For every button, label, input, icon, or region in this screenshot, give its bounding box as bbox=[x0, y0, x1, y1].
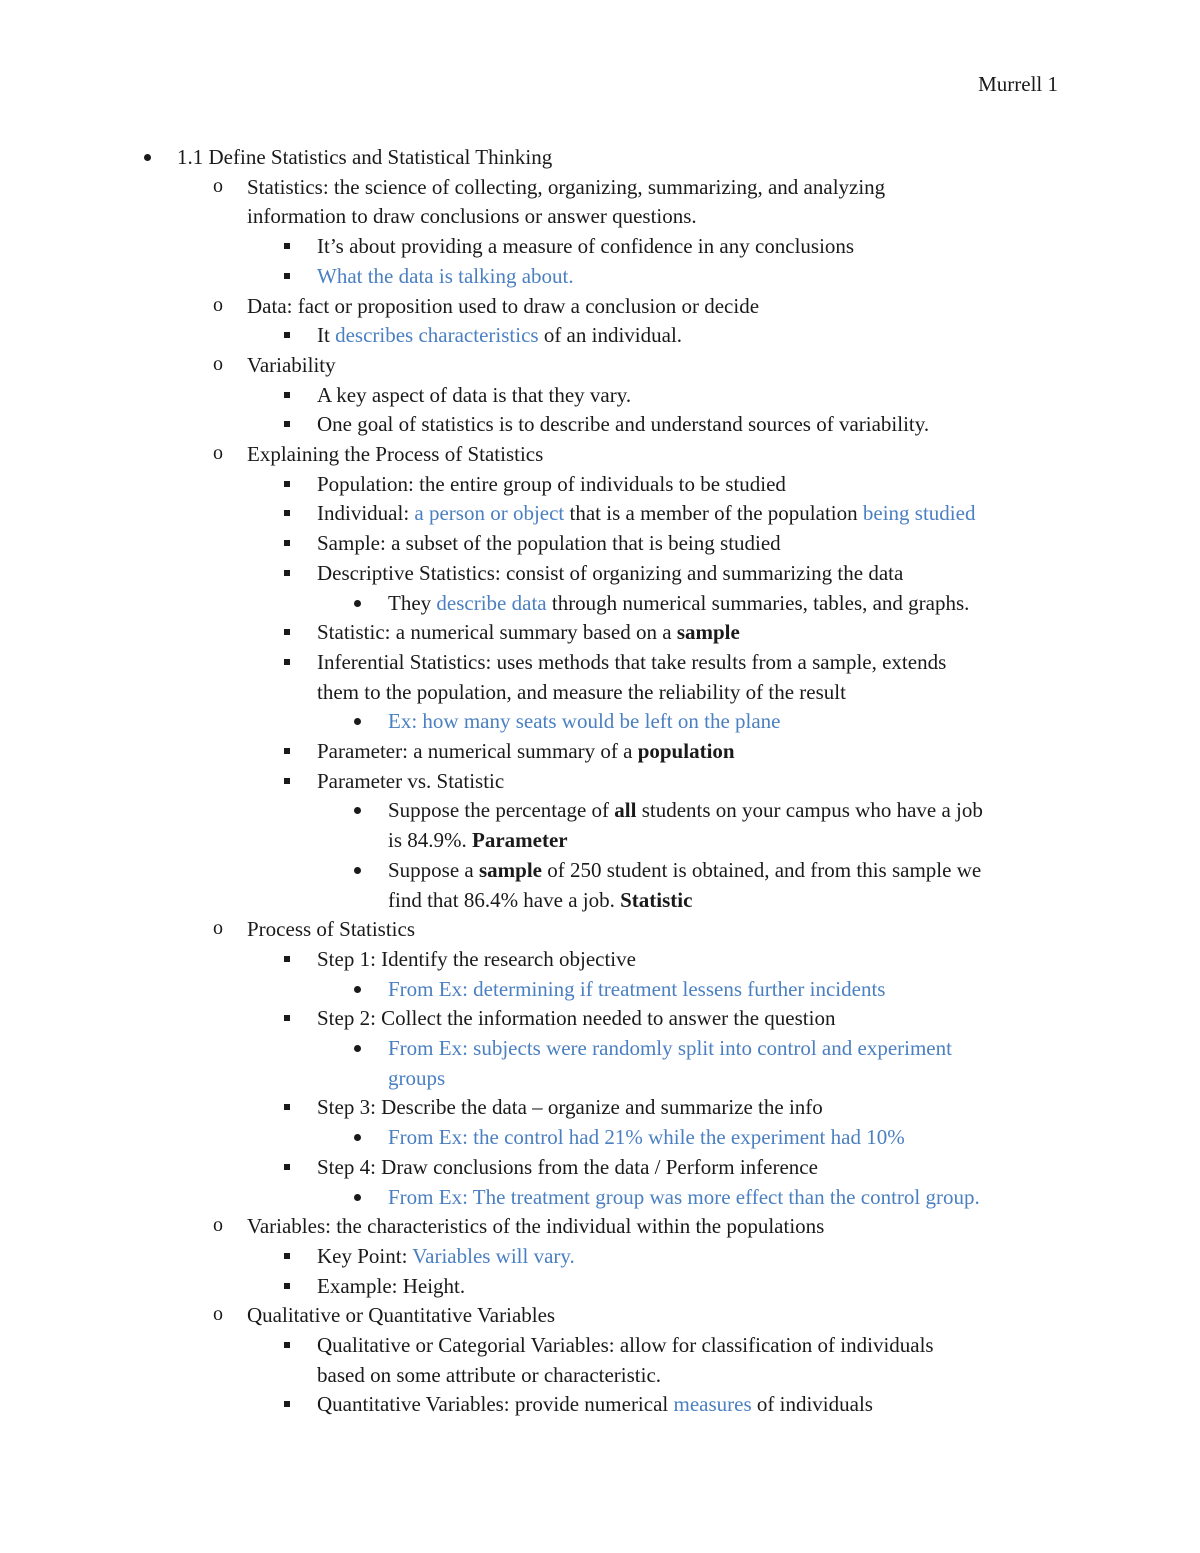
outline-item-text bbox=[317, 1271, 465, 1301]
text-segment: It’s about providing a measure of confidence in any conclusions bbox=[317, 234, 855, 259]
bold-text: all bbox=[614, 798, 637, 823]
text-segment: Descriptive Statistics: consist of organizing and summarizing the data bbox=[317, 560, 904, 585]
square-bullet-icon bbox=[284, 1283, 290, 1289]
outline-item-text bbox=[317, 1360, 661, 1390]
outline-item-text bbox=[388, 825, 568, 855]
outline-item-level-3 bbox=[0, 1360, 1200, 1390]
square-bullet-icon bbox=[284, 570, 290, 576]
outline-item-level-4 bbox=[0, 1033, 1200, 1063]
outline-item-text bbox=[317, 736, 735, 766]
text-segment: that is a member of the population bbox=[564, 501, 863, 526]
outline-item-level-3 bbox=[0, 528, 1200, 558]
text-segment: Key Point: bbox=[317, 1243, 413, 1268]
square-bullet-icon bbox=[284, 1164, 290, 1170]
text-segment: Variables: the characteristics of the individual within the populations bbox=[247, 1214, 825, 1239]
round-bullet-icon bbox=[144, 154, 151, 161]
outline-item-text bbox=[388, 795, 983, 825]
square-bullet-icon bbox=[284, 273, 290, 279]
square-bullet-icon bbox=[284, 1342, 290, 1348]
text-segment: of individuals bbox=[751, 1392, 873, 1417]
text-segment: Statistic: a numerical summary based on a bbox=[317, 620, 677, 645]
square-bullet-icon bbox=[284, 748, 290, 754]
outline-item-level-3 bbox=[0, 677, 1200, 707]
highlighted-text: a person or object bbox=[414, 501, 565, 526]
hollow-o-bullet-icon: o bbox=[213, 352, 223, 375]
square-bullet-icon bbox=[284, 659, 290, 665]
outline-item-level-3 bbox=[0, 1003, 1200, 1033]
text-segment: Example: Height. bbox=[317, 1273, 466, 1298]
text-segment: of an individual. bbox=[538, 323, 683, 348]
outline-item-text bbox=[317, 617, 740, 647]
square-bullet-icon bbox=[284, 1104, 290, 1110]
outline-item-level-3 bbox=[0, 766, 1200, 796]
round-bullet-icon bbox=[354, 867, 361, 874]
text-segment: It bbox=[317, 323, 336, 348]
outline-item-level-3 bbox=[0, 558, 1200, 588]
text-segment: information to draw conclusions or answer questions. bbox=[247, 204, 697, 229]
outline-item-level-3 bbox=[0, 498, 1200, 528]
round-bullet-icon bbox=[354, 1134, 361, 1141]
outline-item-level-4 bbox=[0, 825, 1200, 855]
text-segment: Step 3: Describe the data – organize and summarize the info bbox=[317, 1095, 823, 1120]
text-segment: Suppose the percentage of bbox=[388, 798, 615, 823]
page-header: Murrell 1 bbox=[978, 72, 1058, 96]
outline-item-text bbox=[177, 142, 552, 172]
outline-item-level-3 bbox=[0, 469, 1200, 499]
outline-item-level-3 bbox=[0, 320, 1200, 350]
text-segment: Qualitative or Categorial Variables: allow for classification of individuals bbox=[317, 1333, 934, 1357]
text-segment: Data: fact or proposition used to draw a conclusion or decide bbox=[247, 293, 760, 318]
outline-item-text bbox=[317, 469, 786, 499]
round-bullet-icon bbox=[354, 600, 361, 607]
text-segment: A key aspect of data is that they vary. bbox=[317, 382, 632, 407]
square-bullet-icon bbox=[284, 1015, 290, 1021]
outline-item-text bbox=[317, 1241, 575, 1271]
outline-item-text bbox=[388, 1033, 952, 1063]
highlighted-text: From Ex: subjects were randomly split into control and experiment bbox=[388, 1036, 952, 1060]
square-bullet-icon bbox=[284, 629, 290, 635]
outline-item-text bbox=[317, 1389, 873, 1419]
outline-item-level-1 bbox=[0, 142, 1200, 172]
outline-item-text bbox=[388, 1063, 445, 1093]
outline-item-level-3 bbox=[0, 736, 1200, 766]
bold-text: sample bbox=[676, 620, 740, 645]
hollow-o-bullet-icon: o bbox=[213, 174, 223, 197]
text-segment: Explaining the Process of Statistics bbox=[247, 442, 544, 466]
outline-item-text bbox=[317, 261, 574, 291]
text-segment: find that 86.4% have a job. bbox=[388, 887, 621, 912]
outline-item-level-3 bbox=[0, 944, 1200, 974]
text-segment: them to the population, and measure the reliability of the result bbox=[317, 679, 846, 704]
outline-item-level-2 bbox=[0, 172, 1200, 202]
text-segment: Variability bbox=[247, 352, 336, 377]
hollow-o-bullet-icon: o bbox=[213, 1214, 223, 1237]
square-bullet-icon bbox=[284, 1253, 290, 1259]
outline-item-text bbox=[317, 1092, 823, 1122]
outline-item-text bbox=[317, 1330, 934, 1360]
square-bullet-icon bbox=[284, 778, 290, 784]
outline-item-text bbox=[317, 380, 631, 410]
outline-item-level-3 bbox=[0, 1389, 1200, 1419]
outline-item-text bbox=[317, 677, 846, 707]
outline-item-level-4 bbox=[0, 974, 1200, 1004]
square-bullet-icon bbox=[284, 392, 290, 398]
text-segment: They bbox=[388, 590, 437, 615]
outline-item-level-3 bbox=[0, 1092, 1200, 1122]
outline-item-text bbox=[317, 231, 854, 261]
outline-item-text bbox=[247, 201, 697, 231]
outline-item-level-3 bbox=[0, 1152, 1200, 1182]
text-segment: Inferential Statistics: uses methods that take results from a sample, extends bbox=[317, 649, 947, 674]
outline-item-level-2 bbox=[0, 1300, 1200, 1330]
round-bullet-icon bbox=[354, 807, 361, 814]
outline-item-text bbox=[317, 1152, 818, 1182]
outline-item-text bbox=[388, 885, 692, 915]
highlighted-text: describes characteristics bbox=[335, 323, 539, 348]
outline-item-text bbox=[317, 498, 975, 528]
outline-item-text bbox=[317, 558, 903, 588]
hollow-o-bullet-icon: o bbox=[213, 917, 223, 940]
text-segment: Individual: bbox=[317, 501, 415, 526]
square-bullet-icon bbox=[284, 243, 290, 249]
round-bullet-icon bbox=[354, 718, 361, 725]
hollow-o-bullet-icon: o bbox=[213, 1303, 223, 1326]
outline-item-level-2 bbox=[0, 914, 1200, 944]
outline-item-level-2 bbox=[0, 1211, 1200, 1241]
outline-item-level-3 bbox=[0, 261, 1200, 291]
text-segment: Quantitative Variables: provide numerical bbox=[317, 1392, 674, 1417]
outline-item-text bbox=[388, 706, 781, 736]
text-segment: One goal of statistics is to describe and understand sources of variability. bbox=[317, 412, 930, 437]
outline-item-level-4 bbox=[0, 795, 1200, 825]
outline-item-level-4 bbox=[0, 706, 1200, 736]
outline-item-level-2 bbox=[0, 201, 1200, 231]
outline-item-text bbox=[317, 944, 636, 974]
outline-item-text bbox=[247, 1211, 824, 1241]
text-segment: is 84.9%. bbox=[388, 828, 472, 853]
outline-item-text bbox=[317, 528, 781, 558]
text-segment: Parameter vs. Statistic bbox=[317, 768, 505, 793]
outline-item-text bbox=[388, 1122, 905, 1152]
square-bullet-icon bbox=[284, 481, 290, 487]
highlighted-text: groups bbox=[388, 1065, 446, 1090]
outline-item-text bbox=[247, 1300, 555, 1330]
outline-item-text bbox=[317, 320, 682, 350]
highlighted-text: being studied bbox=[862, 501, 976, 526]
outline-item-text bbox=[247, 350, 336, 380]
highlighted-text: What the data is talking about. bbox=[317, 263, 574, 288]
text-segment: Suppose a bbox=[388, 857, 479, 882]
round-bullet-icon bbox=[354, 1194, 361, 1201]
highlighted-text: From Ex: the control had 21% while the experiment had 10% bbox=[388, 1125, 905, 1150]
bold-text: Parameter bbox=[472, 828, 568, 853]
outline-item-level-3 bbox=[0, 1330, 1200, 1360]
outline-item-level-4 bbox=[0, 588, 1200, 618]
square-bullet-icon bbox=[284, 1401, 290, 1407]
text-segment: based on some attribute or characteristic. bbox=[317, 1362, 662, 1387]
outline-item-text bbox=[247, 914, 415, 944]
square-bullet-icon bbox=[284, 540, 290, 546]
outline-item-text bbox=[388, 588, 969, 618]
square-bullet-icon bbox=[284, 510, 290, 516]
highlighted-text: From Ex: determining if treatment lessens further incidents bbox=[388, 976, 886, 1001]
text-segment: Population: the entire group of individuals to be studied bbox=[317, 471, 786, 496]
square-bullet-icon bbox=[284, 421, 290, 427]
outline-item-text bbox=[317, 1003, 835, 1033]
outline-item-level-2 bbox=[0, 350, 1200, 380]
highlighted-text: From Ex: The treatment group was more effect than the control group. bbox=[388, 1184, 980, 1209]
text-segment: Qualitative or Quantitative Variables bbox=[247, 1303, 556, 1328]
highlighted-text: Ex: how many seats would be left on the plane bbox=[388, 709, 781, 734]
outline-item-level-4 bbox=[0, 855, 1200, 885]
highlighted-text: Variables will vary. bbox=[412, 1243, 575, 1268]
outline-item-text bbox=[317, 766, 504, 796]
outline-item-text bbox=[247, 439, 543, 469]
bold-text: population bbox=[637, 739, 735, 763]
text-segment: Step 1: Identify the research objective bbox=[317, 946, 636, 971]
highlighted-text: describe data bbox=[436, 590, 547, 615]
outline-item-level-4 bbox=[0, 1063, 1200, 1093]
square-bullet-icon bbox=[284, 956, 290, 962]
outline-item-text bbox=[317, 647, 946, 677]
outline-item-level-3 bbox=[0, 1271, 1200, 1301]
outline-item-level-3 bbox=[0, 380, 1200, 410]
text-segment: students on your campus who have a job bbox=[636, 798, 983, 823]
outline-item-level-4 bbox=[0, 1122, 1200, 1152]
round-bullet-icon bbox=[354, 986, 361, 993]
outline-item-level-4 bbox=[0, 885, 1200, 915]
outline-item-level-4 bbox=[0, 1182, 1200, 1212]
outline-item-text bbox=[317, 409, 929, 439]
square-bullet-icon bbox=[284, 332, 290, 338]
outline-item-text bbox=[388, 974, 885, 1004]
text-segment: Step 4: Draw conclusions from the data / Perform inference bbox=[317, 1154, 818, 1179]
text-segment: Process of Statistics bbox=[247, 917, 415, 942]
outline-item-text bbox=[388, 1182, 980, 1212]
outline-item-level-3 bbox=[0, 409, 1200, 439]
outline-item-text bbox=[247, 291, 759, 321]
text-segment: of 250 student is obtained, and from this sample we bbox=[542, 857, 982, 882]
outline-item-text bbox=[247, 172, 885, 202]
outline-item-level-3 bbox=[0, 617, 1200, 647]
text-segment: Step 2: Collect the information needed to answer the question bbox=[317, 1006, 836, 1031]
text-segment: Sample: a subset of the population that is being studied bbox=[317, 531, 781, 556]
round-bullet-icon bbox=[354, 1045, 361, 1052]
outline-item-level-3 bbox=[0, 647, 1200, 677]
text-segment: Statistics: the science of collecting, organizing, summarizing, and analyzing bbox=[247, 174, 886, 199]
highlighted-text: measures bbox=[673, 1392, 752, 1417]
outline-item-level-3 bbox=[0, 231, 1200, 261]
bold-text: sample bbox=[479, 857, 542, 882]
hollow-o-bullet-icon: o bbox=[213, 293, 223, 316]
text-segment: through numerical summaries, tables, and graphs. bbox=[546, 590, 970, 615]
hollow-o-bullet-icon: o bbox=[213, 442, 223, 464]
outline-item-level-2 bbox=[0, 291, 1200, 321]
bold-text: Statistic bbox=[620, 887, 693, 912]
outline-item-level-2 bbox=[0, 439, 1200, 469]
outline-item-level-3 bbox=[0, 1241, 1200, 1271]
outline-item-text bbox=[388, 855, 981, 885]
text-segment: Parameter: a numerical summary of a bbox=[317, 739, 638, 763]
text-segment: 1.1 Define Statistics and Statistical Thinking bbox=[177, 145, 553, 169]
